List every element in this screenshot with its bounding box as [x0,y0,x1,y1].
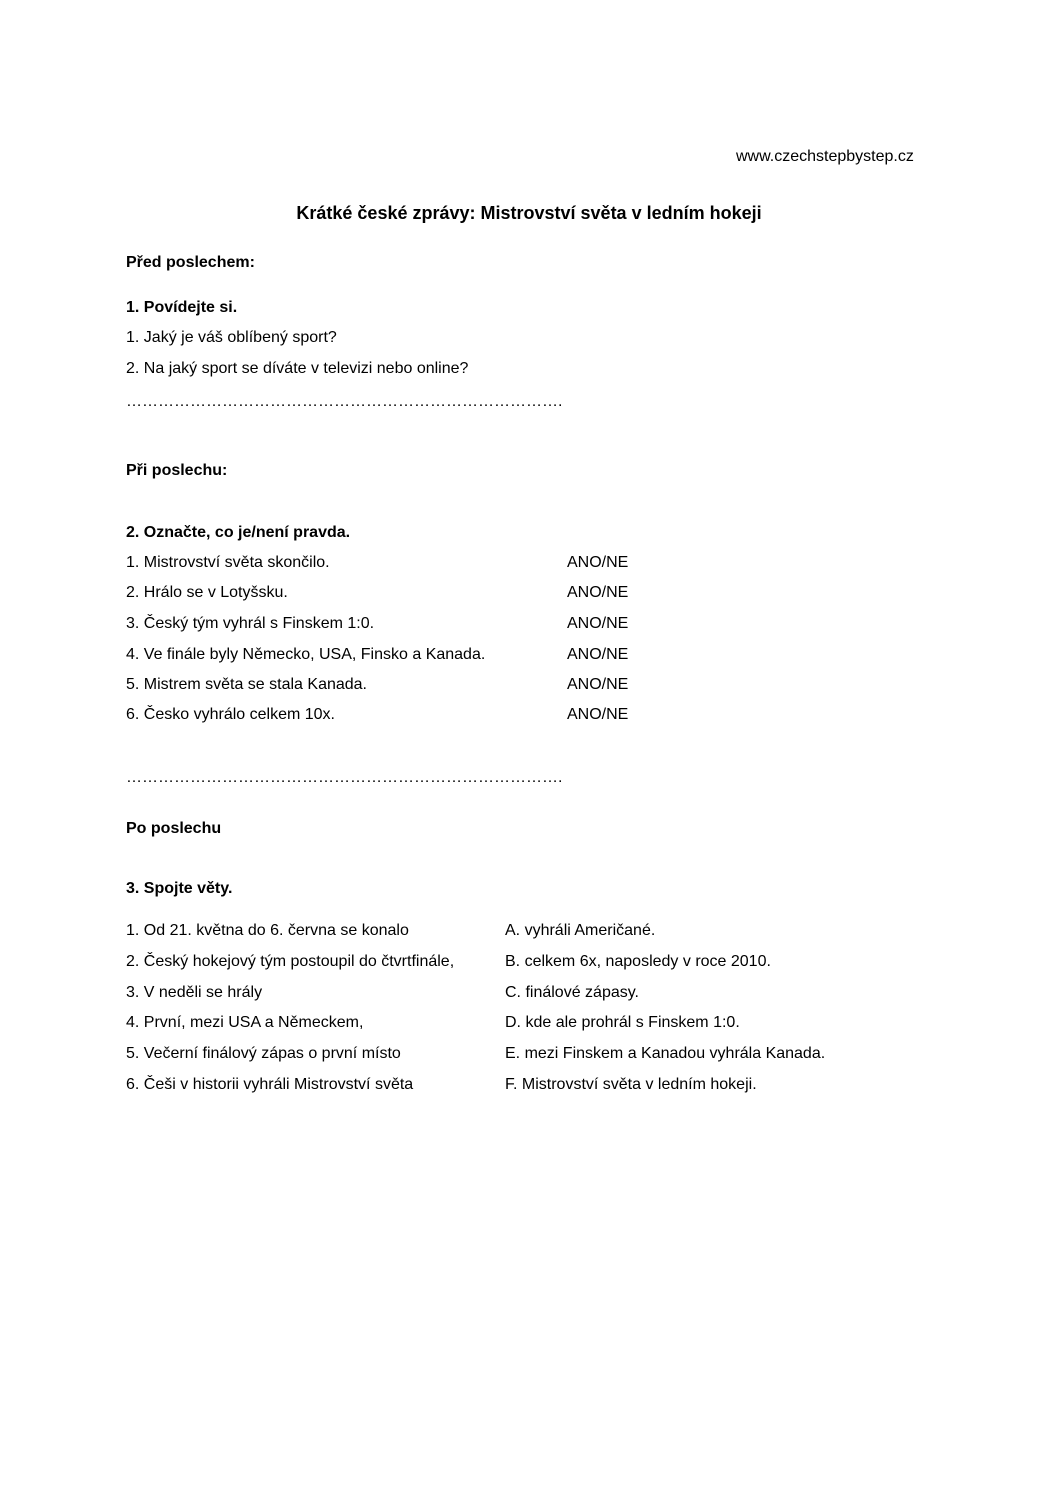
section-heading-while-listening: Při poslechu: [126,462,228,479]
task-3-heading: 3. Spojte věty. [126,880,233,897]
section-heading-after-listening: Po poslechu [126,820,222,837]
answer-dotted-line-1: ………………………………………………………………………. [126,393,563,410]
match-right-e: E. mezi Finskem a Kanadou vyhrála Kanada. [505,1045,826,1062]
task-1-heading: 1. Povídejte si. [126,299,238,316]
statement-1: 1. Mistrovství světa skončilo. [126,554,330,571]
statement-2-answer: ANO/NE [567,584,629,601]
question-1: 1. Jaký je váš oblíbený sport? [126,329,337,346]
match-left-1: 1. Od 21. května do 6. června se konalo [126,922,409,939]
match-right-a: A. vyhráli Američané. [505,922,656,939]
statement-6-answer: ANO/NE [567,706,629,723]
question-2: 2. Na jaký sport se díváte v televizi nebo online? [126,360,469,377]
match-left-4: 4. První, mezi USA a Německem, [126,1014,364,1031]
match-right-f: F. Mistrovství světa v ledním hokeji. [505,1076,757,1093]
statement-2: 2. Hrálo se v Lotyšsku. [126,584,288,601]
statement-4: 4. Ve finále byly Německo, USA, Finsko a Kanada. [126,646,486,663]
match-left-2: 2. Český hokejový tým postoupil do čtvrtfinále, [126,953,455,970]
section-heading-before-listening: Před poslechem: [126,254,255,271]
match-right-c: C. finálové zápasy. [505,984,639,1001]
match-right-b: B. celkem 6x, naposledy v roce 2010. [505,953,771,970]
statement-4-answer: ANO/NE [567,646,629,663]
statement-6: 6. Česko vyhrálo celkem 10x. [126,706,335,723]
match-left-6: 6. Češi v historii vyhráli Mistrovství světa [126,1076,414,1093]
match-left-5: 5. Večerní finálový zápas o první místo [126,1045,401,1062]
answer-dotted-line-2: ………………………………………………………………………. [126,769,563,786]
page-title: Krátké české zprávy: Mistrovství světa v ledním hokeji [296,203,762,223]
statement-3: 3. Český tým vyhrál s Finskem 1:0. [126,615,375,632]
match-right-d: D. kde ale prohrál s Finskem 1:0. [505,1014,740,1031]
task-2-heading: 2. Označte, co je/není pravda. [126,524,351,541]
statement-3-answer: ANO/NE [567,615,629,632]
statement-5-answer: ANO/NE [567,676,629,693]
website-url: www.czechstepbystep.cz [736,148,914,165]
match-left-3: 3. V neděli se hrály [126,984,263,1001]
statement-5: 5. Mistrem světa se stala Kanada. [126,676,367,693]
statement-1-answer: ANO/NE [567,554,629,571]
